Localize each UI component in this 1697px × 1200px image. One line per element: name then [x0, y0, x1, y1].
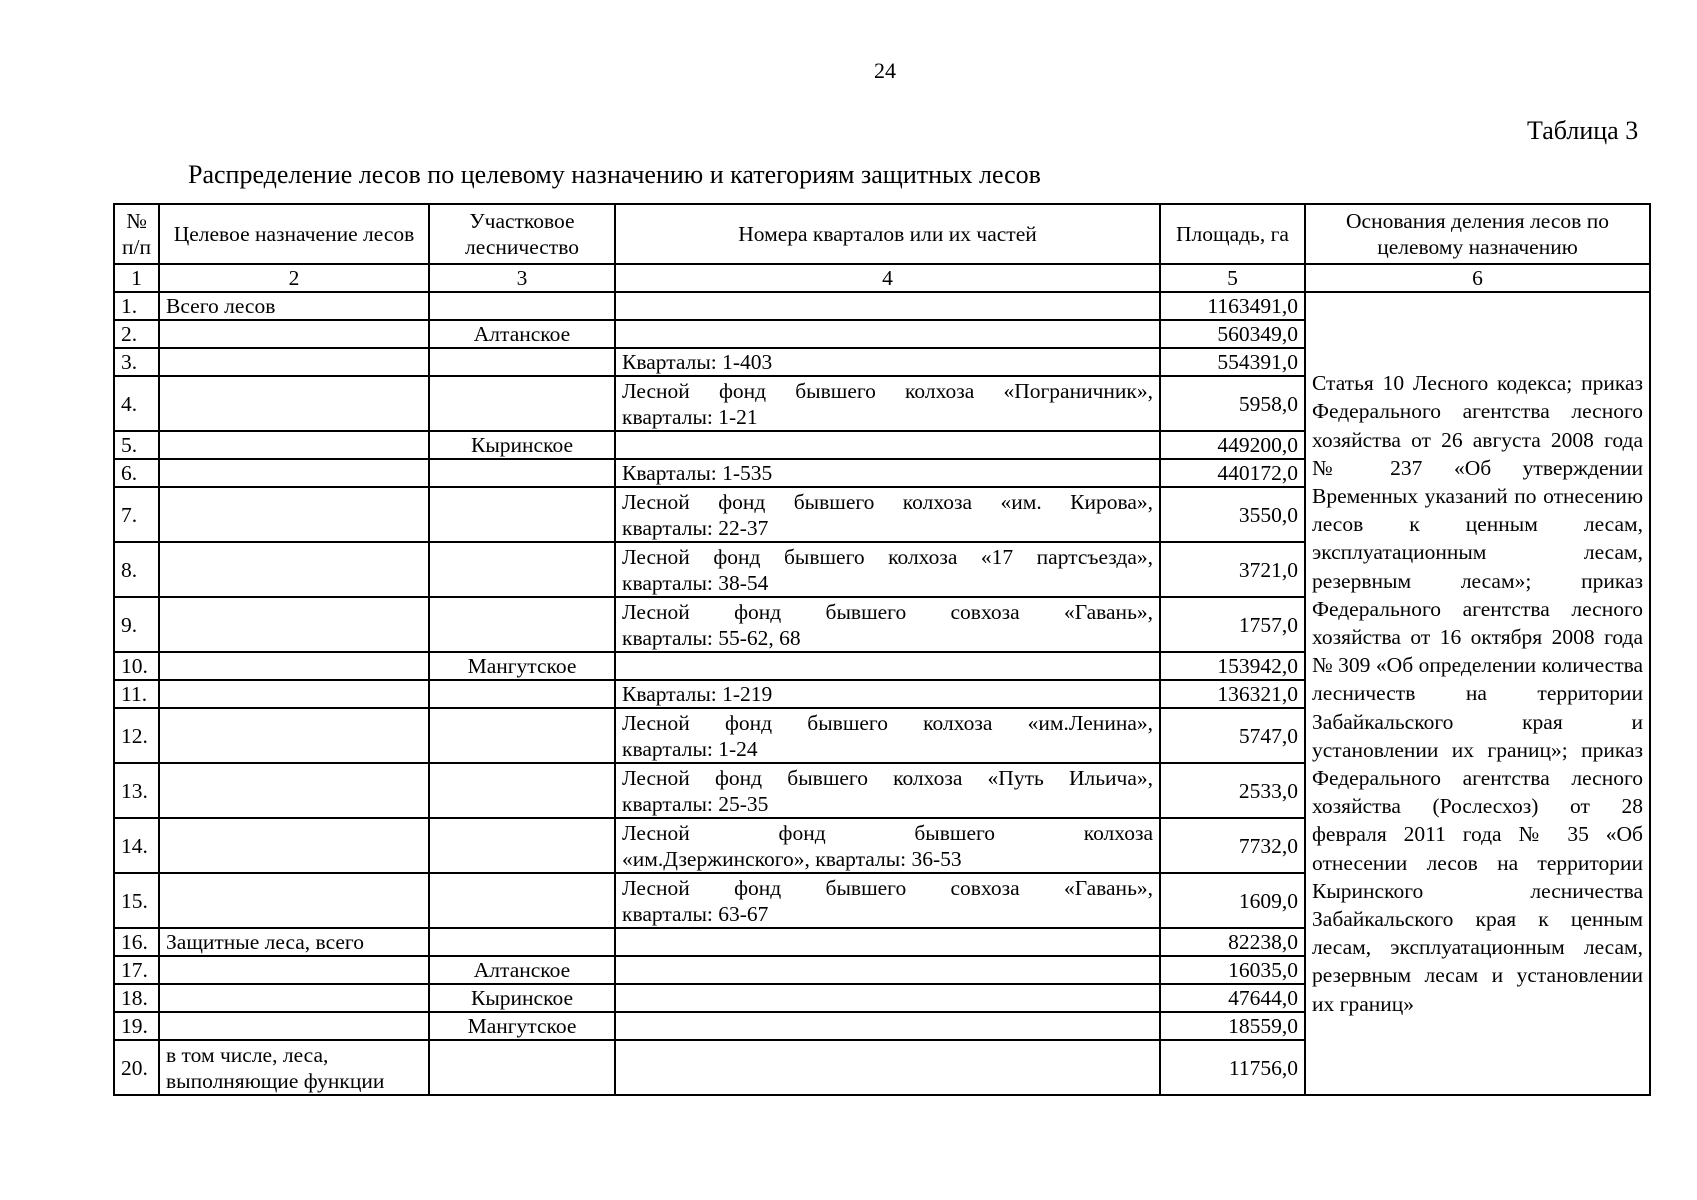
row-forestry: [429, 348, 615, 376]
row-number: 19.: [114, 1012, 159, 1040]
row-purpose: [159, 680, 429, 708]
row-number: 10.: [114, 652, 159, 680]
row-area: 16035,0: [1160, 956, 1305, 984]
row-purpose: в том числе, леса, выполняющие функции: [159, 1040, 429, 1095]
row-purpose: [159, 708, 429, 763]
quarters-line-2: кварталы: 25-35: [622, 791, 769, 816]
basis-cell: Статья 10 Лесного кодекса; приказ Федерального агентства лесного хозяйства от 26 августа 2008 года № 237 «Об утверждении Временных указаний по отнесению лесов к ценным лесам, эксплуатационным лесам, резервным лесам»; приказ Федерального агентства лесного хозяйства от 16 октября 2008 года № 309 «Об определении количества лесничеств на территории Забайкальского края и установлении их границ»; приказ Федерального агентства лесного хозяйства (Рослесхоз) от 28 февраля 2011 года № 35 «Об отнесении лесов на территории Кыринского лесничества Забайкальского края к ценным лесам, эксплуатационным лесам, резервным лесам и установлении их границ»: [1305, 292, 1650, 1095]
row-forestry: Алтанское: [429, 956, 615, 984]
row-area: 2533,0: [1160, 763, 1305, 818]
row-number: 11.: [114, 680, 159, 708]
row-area: 3721,0: [1160, 542, 1305, 597]
row-number: 17.: [114, 956, 159, 984]
column-number: 6: [1305, 264, 1650, 292]
row-quarters: [615, 928, 1160, 956]
page-number: 24: [874, 58, 896, 83]
row-forestry: [429, 376, 615, 431]
row-quarters: [615, 597, 1160, 652]
row-purpose: [159, 763, 429, 818]
row-forestry: [429, 292, 615, 320]
row-number: 13.: [114, 763, 159, 818]
quarters-line-2: кварталы: 63-67: [622, 901, 769, 926]
row-number: 9.: [114, 597, 159, 652]
row-quarters: [615, 984, 1160, 1012]
row-number: 6.: [114, 459, 159, 487]
quarters-line-2: кварталы: 38-54: [622, 570, 769, 595]
row-number: 8.: [114, 542, 159, 597]
row-quarters: [615, 292, 1160, 320]
table-row: [114, 292, 1650, 320]
row-purpose: [159, 431, 429, 459]
row-quarters: [615, 348, 1160, 376]
row-purpose: [159, 376, 429, 431]
row-quarters: [615, 487, 1160, 542]
column-number: 2: [159, 264, 429, 292]
row-quarters: [615, 376, 1160, 431]
quarters-line-1: Лесной фонд бывшего колхоза «Пограничник»,: [622, 378, 1153, 403]
row-area: 1163491,0: [1160, 292, 1305, 320]
row-forestry: [429, 680, 615, 708]
quarters-line-1: Лесной фонд бывшего совхоза «Гавань»,: [622, 599, 1153, 624]
row-area: 3550,0: [1160, 487, 1305, 542]
row-quarters: [615, 1012, 1160, 1040]
row-number: 14.: [114, 818, 159, 873]
row-purpose: [159, 348, 429, 376]
quarters-line-1: Кварталы: 1-219: [622, 682, 773, 706]
header-area: Площадь, га: [1160, 204, 1305, 264]
header-row: [114, 204, 1650, 264]
quarters-line-1: Лесной фонд бывшего колхоза «им. Кирова»,: [622, 489, 1153, 514]
row-quarters: [615, 542, 1160, 597]
row-forestry: Алтанское: [429, 320, 615, 348]
row-purpose: [159, 320, 429, 348]
column-number: 5: [1160, 264, 1305, 292]
column-number: 1: [114, 264, 159, 292]
quarters-line-1: Лесной фонд бывшего колхоза: [622, 820, 1153, 845]
row-forestry: [429, 542, 615, 597]
row-purpose: [159, 487, 429, 542]
row-area: 153942,0: [1160, 652, 1305, 680]
row-area: 5958,0: [1160, 376, 1305, 431]
row-purpose: [159, 459, 429, 487]
row-area: 47644,0: [1160, 984, 1305, 1012]
quarters-line-1: Лесной фонд бывшего совхоза «Гавань»,: [622, 875, 1153, 900]
row-quarters: [615, 320, 1160, 348]
row-area: 136321,0: [1160, 680, 1305, 708]
row-area: 11756,0: [1160, 1040, 1305, 1095]
row-area: 18559,0: [1160, 1012, 1305, 1040]
row-forestry: [429, 708, 615, 763]
header-quarters: Номера кварталов или их частей: [615, 204, 1160, 264]
column-number: 3: [429, 264, 615, 292]
row-number: 5.: [114, 431, 159, 459]
row-quarters: [615, 763, 1160, 818]
row-number: 2.: [114, 320, 159, 348]
row-purpose: [159, 1012, 429, 1040]
row-forestry: [429, 597, 615, 652]
row-number: 20.: [114, 1040, 159, 1095]
row-quarters: [615, 708, 1160, 763]
row-forestry: [429, 487, 615, 542]
row-forestry: [429, 818, 615, 873]
quarters-line-1: Лесной фонд бывшего колхоза «17 партсъезда»,: [622, 544, 1153, 569]
quarters-line-1: Кварталы: 1-535: [622, 461, 773, 485]
row-quarters: [615, 652, 1160, 680]
row-quarters: [615, 680, 1160, 708]
row-number: 4.: [114, 376, 159, 431]
quarters-line-2: кварталы: 55-62, 68: [622, 625, 801, 650]
row-area: 440172,0: [1160, 459, 1305, 487]
header-purpose: Целевое назначение лесов: [159, 204, 429, 264]
row-purpose: [159, 652, 429, 680]
document-title: Распределение лесов по целевому назначению и категориям защитных лесов: [188, 160, 1041, 189]
forest-distribution-table: [113, 203, 1651, 1096]
row-number: 15.: [114, 873, 159, 928]
row-number: 16.: [114, 928, 159, 956]
row-quarters: [615, 431, 1160, 459]
row-area: 1609,0: [1160, 873, 1305, 928]
row-quarters: [615, 818, 1160, 873]
row-quarters: [615, 873, 1160, 928]
quarters-line-1: Кварталы: 1-403: [622, 350, 773, 374]
row-purpose: Защитные леса, всего: [159, 928, 429, 956]
quarters-line-2: кварталы: 1-21: [622, 404, 758, 429]
row-area: 5747,0: [1160, 708, 1305, 763]
row-number: 18.: [114, 984, 159, 1012]
row-quarters: [615, 1040, 1160, 1095]
header-forestry: Участковое лесничество: [429, 204, 615, 264]
row-area: 1757,0: [1160, 597, 1305, 652]
quarters-line-1: Лесной фонд бывшего колхоза «им.Ленина»,: [622, 710, 1153, 735]
row-forestry: [429, 928, 615, 956]
row-quarters: [615, 956, 1160, 984]
quarters-line-2: кварталы: 1-24: [622, 736, 758, 761]
row-area: 560349,0: [1160, 320, 1305, 348]
row-forestry: Мангутское: [429, 652, 615, 680]
row-forestry: Кыринское: [429, 431, 615, 459]
row-number: 12.: [114, 708, 159, 763]
row-purpose: [159, 597, 429, 652]
table-label: Таблица 3: [1527, 116, 1639, 145]
quarters-line-1: Лесной фонд бывшего колхоза «Путь Ильича»,: [622, 765, 1153, 790]
row-forestry: [429, 763, 615, 818]
row-area: 82238,0: [1160, 928, 1305, 956]
row-purpose: Всего лесов: [159, 292, 429, 320]
row-forestry: [429, 1040, 615, 1095]
quarters-line-2: кварталы: 22-37: [622, 515, 769, 540]
row-area: 7732,0: [1160, 818, 1305, 873]
row-purpose: [159, 818, 429, 873]
row-area: 449200,0: [1160, 431, 1305, 459]
row-number: 7.: [114, 487, 159, 542]
header-num: № п/п: [114, 204, 159, 264]
column-number-row: [114, 264, 1650, 292]
row-quarters: [615, 459, 1160, 487]
row-number: 1.: [114, 292, 159, 320]
row-forestry: [429, 873, 615, 928]
row-forestry: Мангутское: [429, 1012, 615, 1040]
header-basis: Основания деления лесов по целевому назначению: [1305, 204, 1650, 264]
row-purpose: [159, 984, 429, 1012]
row-purpose: [159, 873, 429, 928]
column-number: 4: [615, 264, 1160, 292]
row-area: 554391,0: [1160, 348, 1305, 376]
row-number: 3.: [114, 348, 159, 376]
quarters-line-2: «им.Дзержинского», кварталы: 36-53: [622, 846, 962, 871]
row-purpose: [159, 956, 429, 984]
row-forestry: [429, 459, 615, 487]
row-purpose: [159, 542, 429, 597]
row-forestry: Кыринское: [429, 984, 615, 1012]
